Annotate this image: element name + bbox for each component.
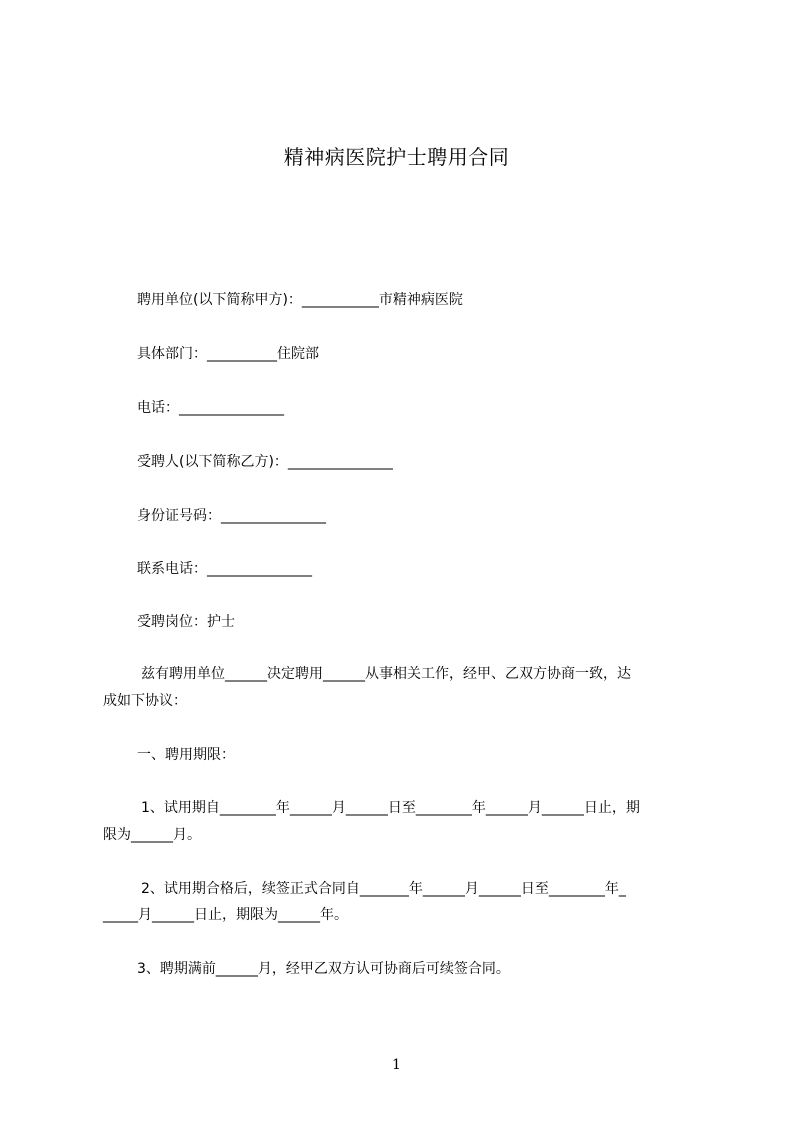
intro-line-2: 成如下协议： [103,693,187,709]
position-field: 受聘岗位：护士 [137,614,235,630]
term-item-2-line-2: _____月______日止，期限为______年。 [103,907,348,923]
document-title: 精神病医院护士聘用合同 [283,145,510,169]
phone-field: 电话：_______________ [137,400,284,416]
section-1-heading: 一、聘用期限： [137,747,235,763]
term-item-2-line-1: 2、试用期合格后，续签正式合同自_______年______月______日至________年_ [141,881,626,897]
term-item-1-line-1: 1、试用期自________年______月______日至________年______月______日止，期 [141,800,640,816]
term-item-3: 3、聘期满前______月，经甲乙双方认可协商后可续签合同。 [137,961,510,977]
term-item-1-line-2: 限为______月。 [103,827,201,843]
id-number-field: 身份证号码：_______________ [137,508,326,524]
employer-field: 聘用单位(以下简称甲方)：___________市精神病医院 [137,292,463,308]
page-number: 1 [392,1057,401,1073]
employee-field: 受聘人(以下简称乙方)：_______________ [137,454,393,470]
intro-line-1: 兹有聘用单位______决定聘用______从事相关工作，经甲、乙双方协商一致，达 [141,666,631,682]
contact-phone-field: 联系电话：_______________ [137,561,312,577]
department-field: 具体部门：__________住院部 [137,346,319,362]
